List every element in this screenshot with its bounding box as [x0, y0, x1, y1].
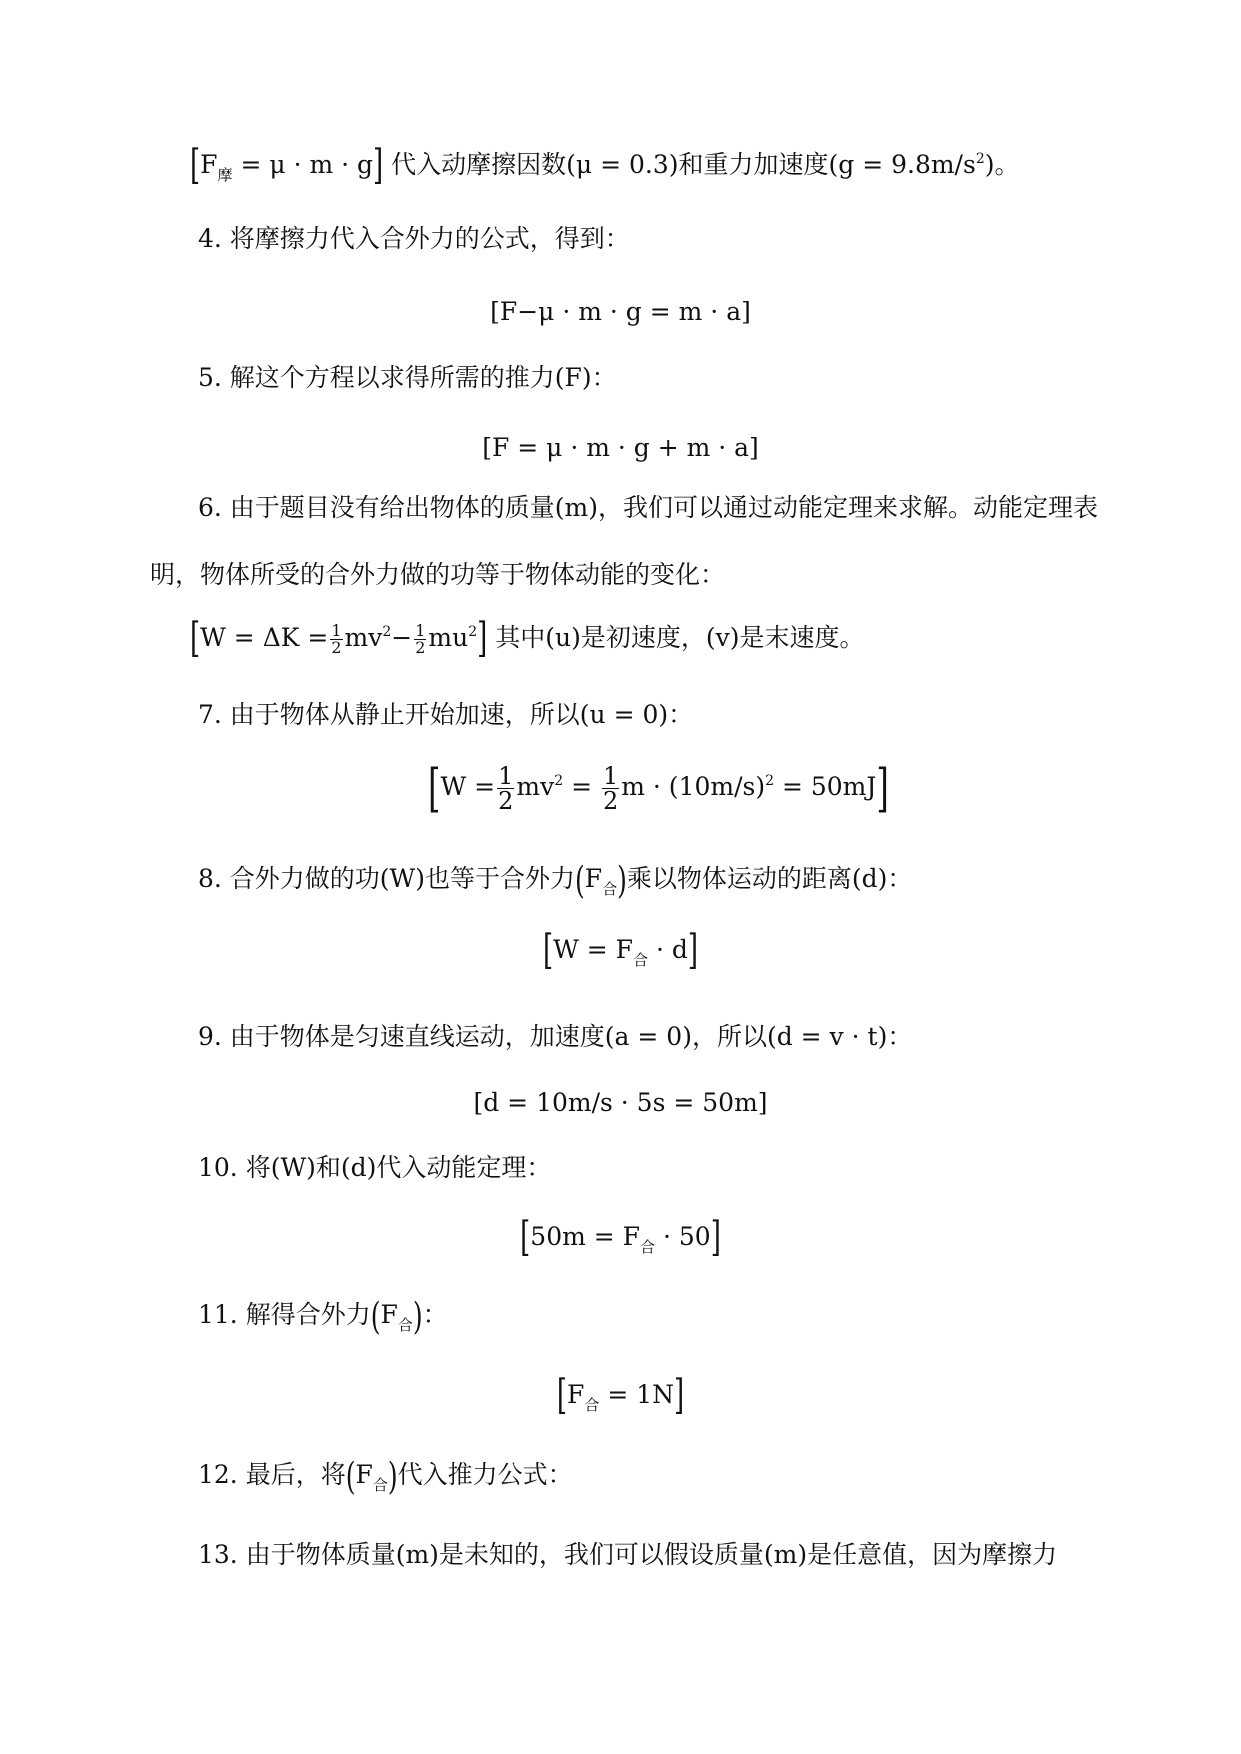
step-7: 7. 由于物体从静止开始加速，所以(u = 0)： [198, 700, 694, 729]
work-energy-equation: W = ΔK = $\frac{1}{2}$ $mv^2-$ $\frac{1}{2}$ $mu^2$ [200, 621, 478, 657]
step-13: 13. 由于物体质量(m)是未知的，我们可以假设质量(m)是任意值，因为摩擦力 [198, 1540, 1058, 1569]
step-6-line-1: 6. 由于题目没有给出物体的质量(m)，我们可以通过动能定理来求解。动能定理表 [198, 493, 1099, 522]
step-12: 12. 最后，将$(F_合)$代入推力公式： [198, 1454, 573, 1498]
equation-9: [d = 10m/s · 5s = 50m] [473, 1088, 768, 1117]
equation-8: $[W = F_合 \cdot d]$ [542, 926, 699, 975]
step-5: 5. 解这个方程以求得所需的推力(F)： [198, 363, 617, 392]
step-8: 8. 合外力做的功(W)也等于合外力$(F_合)$乘以物体运动的距离(d)： [198, 858, 913, 902]
step-10: 10. 将(W)和(d)代入动能定理： [198, 1153, 552, 1182]
equation-7: [W = $\frac{1}{2}$ $mv^2$ = $\frac{1}{2}$ $m \cdot (10m/s)^2 = 50mJ$] [428, 757, 889, 819]
step-4: 4. 将摩擦力代入合外力的公式，得到： [198, 224, 630, 253]
friction-substitution-text: 代入动摩擦因数(μ = 0.3)和重力加速度(g = 9.8m/s [391, 150, 976, 179]
friction-formula-line: $[F_摩 = \mu \cdot m \cdot g]$ 代入动摩擦因数(μ = 0.3)和重力加速度$(g = 9.8m/s^2)$。 [190, 141, 1020, 190]
equation-5: [F = μ · m · g + m · a] [482, 433, 759, 462]
equation-4: [F−μ · m · g = m · a] [490, 297, 751, 326]
friction-formula: $F_摩 = \mu \cdot m \cdot g$ [200, 150, 374, 184]
step-11: 11. 解得合外力$(F_合)$： [198, 1294, 448, 1338]
step-9: 9. 由于物体是匀速直线运动，加速度(a = 0)，所以(d = v · t)： [198, 1022, 913, 1051]
equation-6-line: [W = ΔK = $\frac{1}{2}$ $mv^2-$ $\frac{1}{2}$ $mu^2$] 其中(u)是初速度，(v)是末速度。 [190, 614, 865, 663]
step-6-line-2: 明，物体所受的合外力做的功等于物体动能的变化： [150, 560, 726, 589]
equation-10: $[50m = F_合 \cdot 50]$ [520, 1213, 721, 1262]
velocity-note: 其中(u)是初速度，(v)是末速度。 [495, 623, 865, 652]
equation-11: $[F_合 = 1N]$ [556, 1371, 685, 1420]
